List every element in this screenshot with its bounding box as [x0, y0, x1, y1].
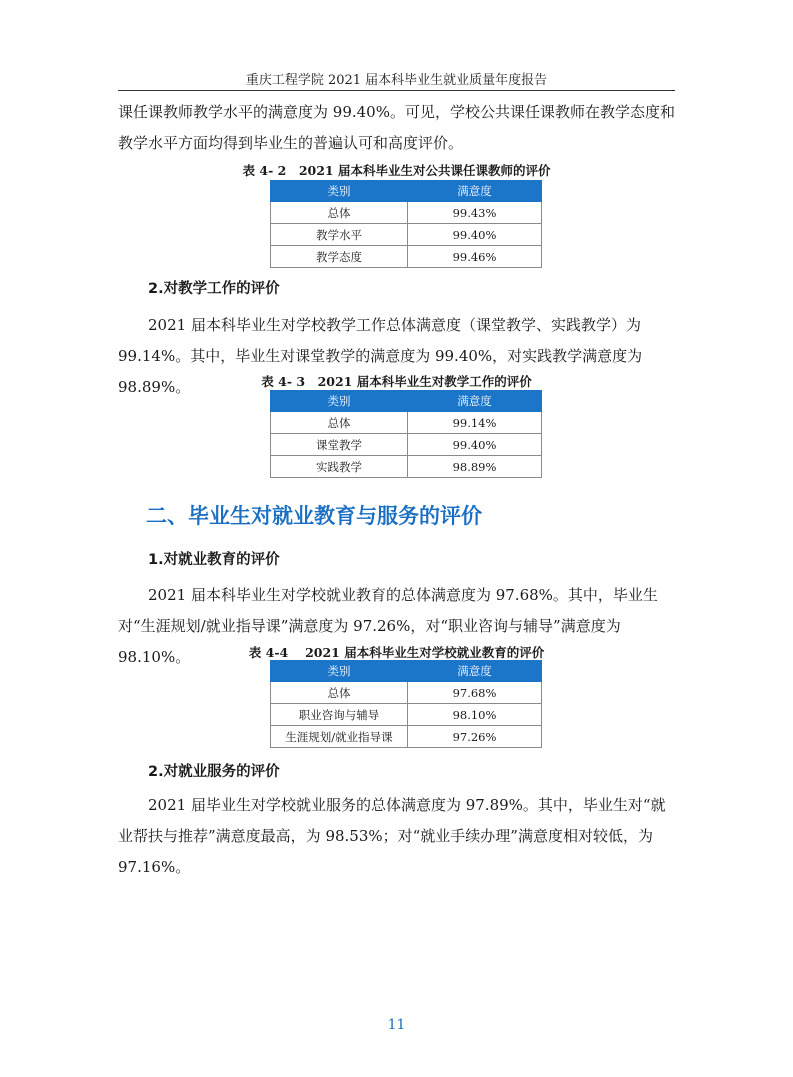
table-cell-value: 97.26% — [408, 726, 542, 748]
section-heading-employment-service: 2.对就业服务的评价 — [148, 764, 280, 780]
table-cell-category: 课堂教学 — [271, 434, 408, 456]
table-4-2 — [270, 180, 542, 268]
table-cell-category: 生涯规划/就业指导课 — [271, 726, 408, 748]
table-cell-category: 总体 — [271, 202, 408, 224]
table-header-satisfaction: 满意度 — [408, 391, 542, 412]
table-row — [271, 682, 542, 704]
paragraph-teacher-evaluation: 课任课教师教学水平的满意度为 99.40%。可见，学校公共课任课教师在教学态度和教学水平方面均得到毕业生的普遍认可和高度评价。 — [118, 103, 675, 152]
table-row — [271, 456, 542, 478]
table-cell-value: 99.43% — [408, 202, 542, 224]
table-header-category: 类别 — [271, 661, 408, 682]
table-4-2-caption: 表 4- 2 2021 届本科毕业生对公共课任课教师的评价 — [242, 163, 551, 178]
table-row — [271, 434, 542, 456]
table-cell-value: 99.40% — [408, 434, 542, 456]
table-cell-category: 总体 — [271, 412, 408, 434]
paragraph-employment-service: 2021 届毕业生对学校就业服务的总体满意度为 97.89%。其中，毕业生对“就业帮扶与推荐”满意度最高，为 98.53%；对“就业手续办理”满意度相对较低，为 97.16%。 — [118, 796, 666, 876]
table-cell-category: 总体 — [271, 682, 408, 704]
table-cell-category: 教学态度 — [271, 246, 408, 268]
table-cell-category: 职业咨询与辅导 — [271, 704, 408, 726]
table-cell-value: 99.46% — [408, 246, 542, 268]
table-header-satisfaction: 满意度 — [408, 661, 542, 682]
table-4-3 — [270, 390, 542, 478]
table-row — [271, 412, 542, 434]
table-4-4 — [270, 660, 542, 748]
table-header-category: 类别 — [271, 181, 408, 202]
table-cell-value: 98.89% — [408, 456, 542, 478]
table-header-category: 类别 — [271, 391, 408, 412]
table-cell-value: 99.14% — [408, 412, 542, 434]
table-header-satisfaction: 满意度 — [408, 181, 542, 202]
table-cell-category: 教学水平 — [271, 224, 408, 246]
table-cell-value: 97.68% — [408, 682, 542, 704]
table-row — [271, 246, 542, 268]
section-title-employment: 二、毕业生对就业教育与服务的评价 — [146, 504, 482, 528]
page-header: 重庆工程学院 2021 届本科毕业生就业质量年度报告 — [245, 73, 548, 88]
table-cell-value: 99.40% — [408, 224, 542, 246]
header-divider — [118, 90, 675, 91]
table-cell-category: 实践教学 — [271, 456, 408, 478]
table-row — [271, 224, 542, 246]
table-4-4-caption: 表 4-4 2021 届本科毕业生对学校就业教育的评价 — [248, 645, 545, 660]
paragraph-teaching-evaluation: 2021 届本科毕业生对学校教学工作总体满意度（课堂教学、实践教学）为 99.14%。其中，毕业生对课堂教学的满意度为 99.40%，对实践教学满意度为 98.89%。 — [118, 316, 643, 396]
table-row — [271, 202, 542, 224]
table-row — [271, 726, 542, 748]
section-heading-teaching: 2.对教学工作的评价 — [148, 281, 280, 297]
table-4-3-caption: 表 4- 3 2021 届本科毕业生对教学工作的评价 — [261, 374, 532, 389]
paragraph-employment-education: 2021 届本科毕业生对学校就业教育的总体满意度为 97.68%。其中，毕业生对“生涯规划/就业指导课”满意度为 97.26%，对“职业咨询与辅导”满意度为 98.10%。 — [118, 586, 658, 666]
page-number: 11 — [387, 1017, 406, 1033]
table-row — [271, 704, 542, 726]
section-heading-employment-education: 1.对就业教育的评价 — [148, 552, 280, 568]
table-cell-value: 98.10% — [408, 704, 542, 726]
